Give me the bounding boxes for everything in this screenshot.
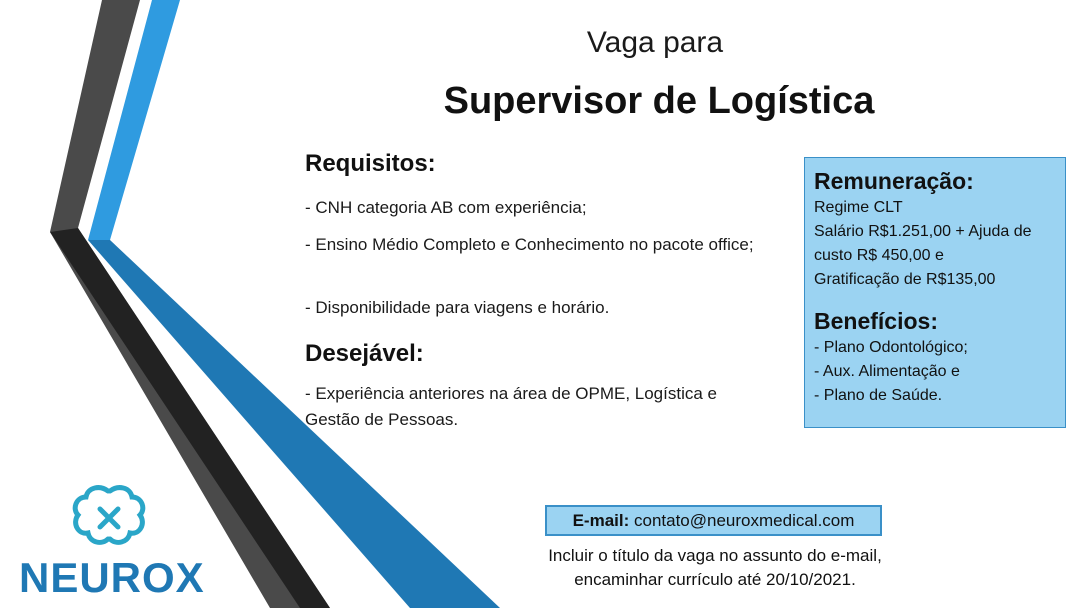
email-label: E-mail: <box>572 511 630 530</box>
job-title: Supervisor de Logística <box>443 80 875 122</box>
remuneracao-box <box>804 157 1066 428</box>
requisito-item: - Ensino Médio Completo e Conhecimento no pacote office; <box>305 235 754 254</box>
remuneracao-line: Salário R$1.251,00 + Ajuda de <box>814 223 1032 240</box>
beneficio-item: - Plano Odontológico; <box>814 339 968 356</box>
beneficio-item: - Aux. Alimentação e <box>814 363 960 380</box>
beneficios-heading: Benefícios: <box>814 308 938 334</box>
remuneracao-heading: Remuneração: <box>814 168 974 194</box>
neurox-logo-text: NEUROX <box>19 554 205 601</box>
remuneracao-line: custo R$ 450,00 e <box>814 247 944 264</box>
desejavel-heading: Desejável: <box>305 340 424 367</box>
requisito-item: - CNH categoria AB com experiência; <box>305 198 587 217</box>
beneficio-item: - Plano de Saúde. <box>814 387 943 404</box>
email-box <box>545 505 882 536</box>
remuneracao-line: Regime CLT <box>814 199 903 216</box>
application-note-line1: Incluir o título da vaga no assunto do e-mail, <box>548 546 882 565</box>
brain-icon <box>70 483 148 551</box>
requisito-item: - Disponibilidade para viagens e horário. <box>305 298 610 317</box>
desejavel-item: - Experiência anteriores na área de OPME, Logística e Gestão de Pessoas. <box>305 384 717 429</box>
job-subtitle: Vaga para <box>586 26 724 59</box>
email-link[interactable]: contato@neuroxmedical.com <box>634 511 855 530</box>
application-note-line2: encaminhar currículo até 20/10/2021. <box>574 570 856 589</box>
remuneracao-line: Gratificação de R$135,00 <box>814 271 996 288</box>
requisitos-heading: Requisitos: <box>305 150 436 177</box>
